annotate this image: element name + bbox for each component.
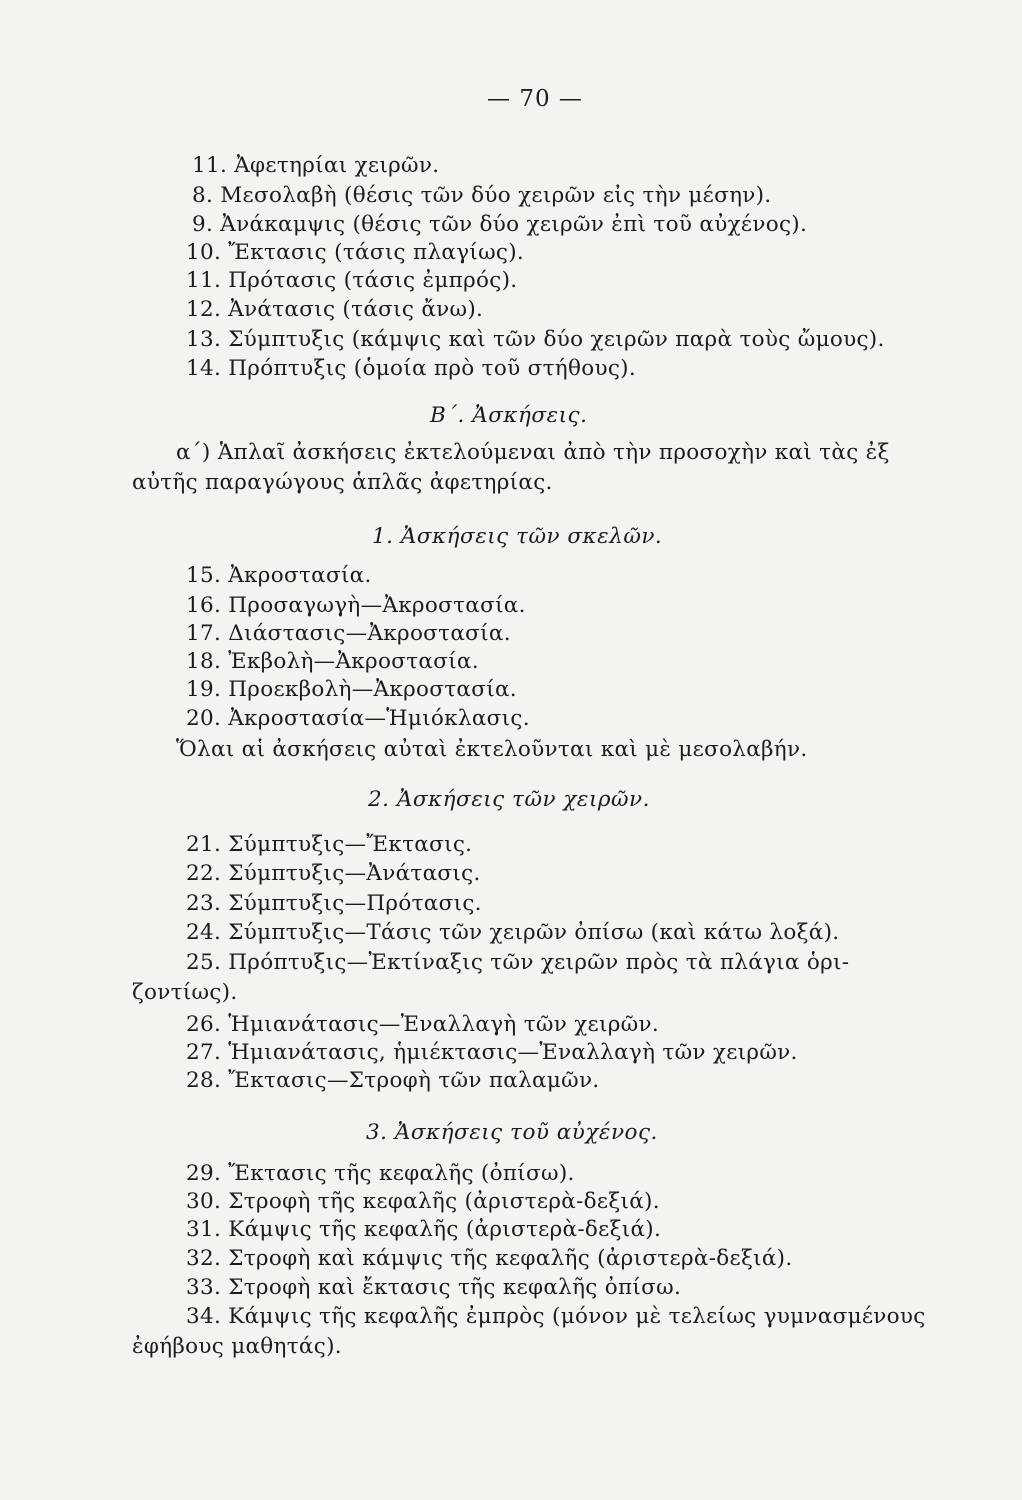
list-item: 12. Ἀνάτασις (τάσις ἄνω). (186, 297, 484, 322)
paragraph-line: α΄) Ἁπλαῖ ἀσκήσεις ἐκτελούμεναι ἀπὸ τὴν προσοχὴν καὶ τὰς ἐξ (176, 440, 890, 465)
list-item: 28. Ἔκτασις—Στροφὴ τῶν παλαμῶν. (186, 1068, 600, 1093)
list-item: 16. Προσαγωγὴ—Ἀκροστασία. (186, 593, 526, 618)
list-item: ἐφήβους μαθητάς). (132, 1334, 342, 1359)
list-item: 18. Ἐκβολὴ—Ἀκροστασία. (186, 649, 479, 674)
list-item: 24. Σύμπτυξις—Τάσις τῶν χειρῶν ὀπίσω (καὶ κάτω λοξά). (186, 920, 840, 945)
list-item: 19. Προεκβολὴ—Ἀκροστασία. (186, 677, 517, 702)
list-item: 17. Διάστασις—Ἀκροστασία. (186, 621, 511, 646)
list-item: 31. Κάμψις τῆς κεφαλῆς (ἀριστερὰ-δεξιά). (186, 1217, 662, 1242)
list-item: 23. Σύμπτυξις—Πρότασις. (186, 891, 482, 916)
list-item: ζοντίως). (132, 980, 238, 1005)
list-item: 33. Στροφὴ καὶ ἔκτασις τῆς κεφαλῆς ὀπίσω. (186, 1275, 682, 1300)
list-item: 11. Ἀφετηρίαι χειρῶν. (192, 153, 440, 178)
list-item: 8. Μεσολαβὴ (θέσις τῶν δύο χειρῶν εἰς τὴν μέσην). (192, 183, 772, 208)
list-item: 9. Ἀνάκαμψις (θέσις τῶν δύο χειρῶν ἐπὶ τοῦ αὐχένος). (192, 212, 808, 237)
list-item: 10. Ἔκτασις (τάσις πλαγίως). (186, 240, 525, 265)
list-item: 20. Ἀκροστασία—Ἡμιόκλασις. (186, 706, 530, 731)
list-item: 21. Σύμπτυξις—Ἔκτασις. (186, 832, 473, 857)
subsection-heading: 3. Ἀσκήσεις τοῦ αὐχένος. (366, 1120, 658, 1145)
page-number: — 70 — (487, 86, 583, 112)
list-item: 32. Στροφὴ καὶ κάμψις τῆς κεφαλῆς (ἀριστερὰ-δεξιά). (186, 1246, 793, 1271)
list-item: 22. Σύμπτυξις—Ἀνάτασις. (186, 861, 481, 886)
list-item: 25. Πρόπτυξις—Ἐκτίναξις τῶν χειρῶν πρὸς τὰ πλάγια ὁρι- (186, 950, 850, 975)
subsection-heading: 1. Ἀσκήσεις τῶν σκελῶν. (372, 524, 663, 549)
section-heading: Β΄. Ἀσκήσεις. (430, 403, 588, 428)
list-item: 30. Στροφὴ τῆς κεφαλῆς (ἀριστερὰ-δεξιά). (186, 1189, 660, 1214)
subsection-heading: 2. Ἀσκήσεις τῶν χειρῶν. (368, 787, 650, 812)
paragraph-line: αὐτῆς παραγώγους ἁπλᾶς ἀφετηρίας. (132, 470, 553, 495)
list-item: 29. Ἔκτασις τῆς κεφαλῆς (ὀπίσω). (186, 1161, 575, 1186)
paragraph-line: Ὅλαι αἱ ἀσκήσεις αὐταὶ ἐκτελοῦνται καὶ μὲ μεσολαβήν. (176, 737, 808, 762)
list-item: 13. Σύμπτυξις (κάμψις καὶ τῶν δύο χειρῶν παρὰ τοὺς ὤμους). (186, 327, 885, 352)
list-item: 11. Πρότασις (τάσις ἐμπρός). (186, 268, 518, 293)
list-item: 27. Ἡμιανάτασις, ἡμιέκτασις—Ἐναλλαγὴ τῶν χειρῶν. (186, 1040, 798, 1065)
list-item: 15. Ἀκροστασία. (186, 563, 372, 588)
list-item: 34. Κάμψις τῆς κεφαλῆς ἐμπρὸς (μόνον μὲ τελείως γυμνασμένους (186, 1304, 926, 1329)
list-item: 26. Ἡμιανάτασις—Ἐναλλαγὴ τῶν χειρῶν. (186, 1012, 659, 1037)
list-item: 14. Πρόπτυξις (ὁμοία πρὸ τοῦ στήθους). (186, 356, 636, 381)
